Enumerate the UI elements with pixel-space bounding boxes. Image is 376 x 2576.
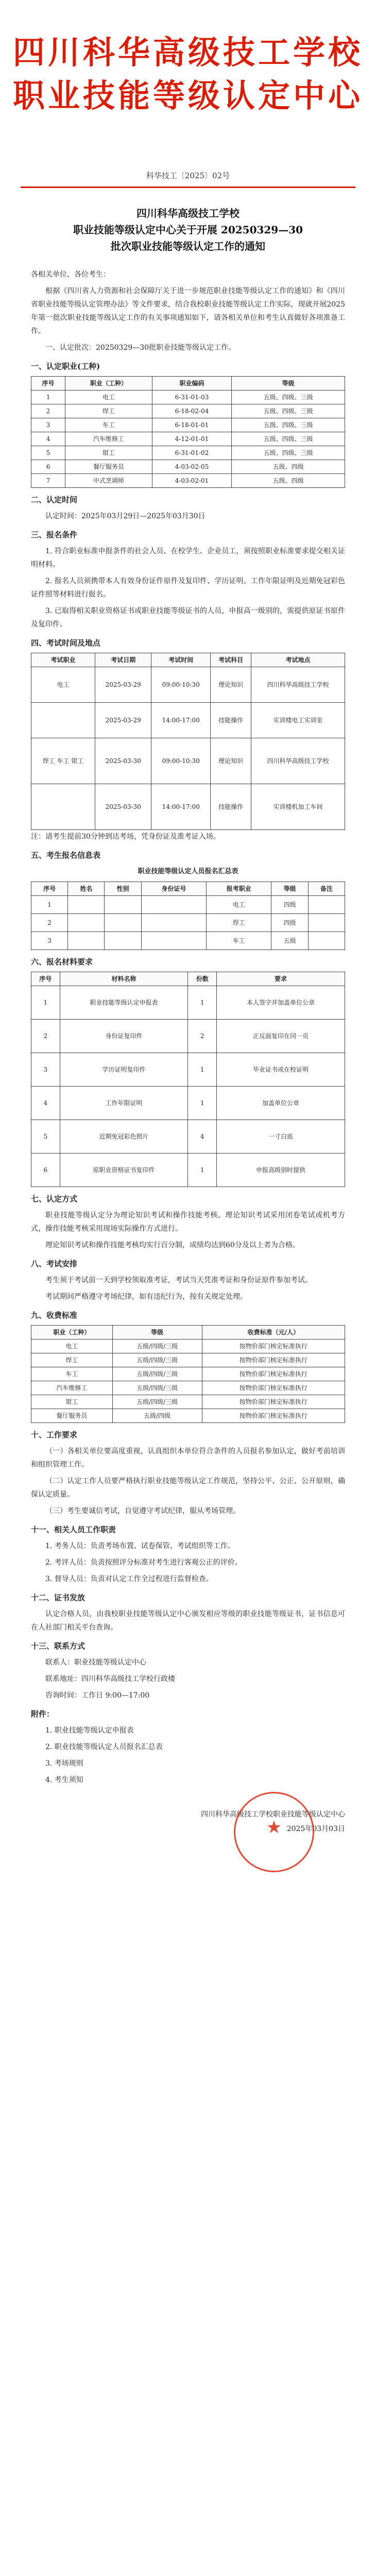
section-text: 2. 考评人员：负责按照评分标准对考生进行客观公正的评价。 <box>45 1558 242 1567</box>
table-cell: 按物价部门核定标准执行 <box>202 1409 345 1423</box>
table-cell: 电工 <box>31 1340 113 1353</box>
fee-table <box>31 1325 345 1423</box>
table-cell: 2 <box>188 1020 217 1053</box>
table-row <box>31 1020 345 1053</box>
table-cell: 中式烹调师 <box>65 474 152 488</box>
table-cell <box>308 896 345 914</box>
table-cell: 本人签字并加盖单位公章 <box>217 986 345 1020</box>
table-note: 注：请考生提前30分钟到达考场，凭身份证及准考证入场。 <box>31 833 220 841</box>
table-header: 职业（工种） <box>31 1326 113 1340</box>
table-cell: 四级 <box>271 914 308 932</box>
table-cell: 加盖单位公章 <box>217 1087 345 1120</box>
table-cell: 1 <box>31 391 65 404</box>
table-cell: 汽车维修工 <box>65 432 152 446</box>
table-cell: 汽车维修工 <box>31 1381 113 1395</box>
table-header: 职业编码 <box>152 377 232 391</box>
table-header: 性别 <box>105 882 141 896</box>
document-title <box>31 205 345 255</box>
section-text: （一）各相关单位要高度重视，认真组织本单位符合条件的人员报名参加认定，做好考前培训和组织管理工作。 <box>31 1447 345 1469</box>
section-text: 考试期间严格遵守考场纪律，如有违纪行为，按有关规定处理。 <box>45 1293 247 1301</box>
table-cell: 2025-03-30 <box>95 784 151 830</box>
doc-number: 科华技工〔2025〕02号 <box>146 171 230 180</box>
intro-batch: 一、认定批次：20250329—30批职业技能等级认定工作。 <box>45 344 236 352</box>
registration-table <box>31 882 345 950</box>
section-heading: 十三、联系方式 <box>31 1641 86 1651</box>
table-cell: 学历证明复印件 <box>60 1053 188 1087</box>
section-text: 考生须于考试前一天到学校领取准考证，考试当天凭准考证和身份证原件参加考试。 <box>45 1276 312 1284</box>
section-text: 咨询时间：工作日 9:00—17:00 <box>45 1691 150 1700</box>
table-header: 收费标准（元/人） <box>202 1326 345 1340</box>
table-cell: 1 <box>188 1154 217 1187</box>
table-row <box>31 418 345 432</box>
table-cell: 按物价部门核定标准执行 <box>202 1353 345 1367</box>
table-cell: 2 <box>31 1020 60 1053</box>
table-cell <box>141 932 206 950</box>
table-row <box>31 1367 345 1381</box>
table-header: 报考职业 <box>207 882 271 896</box>
table-header: 序号 <box>31 972 60 986</box>
table-row <box>31 474 345 488</box>
table-header: 考试科目 <box>211 653 251 667</box>
table-header: 序号 <box>31 377 65 391</box>
table-cell: 实训楼机加工车间 <box>251 784 345 830</box>
table-cell <box>105 932 141 950</box>
section-heading: 七、认定方式 <box>31 1194 78 1204</box>
table-header: 姓名 <box>68 882 105 896</box>
table-row <box>31 1120 345 1154</box>
table-header: 要求 <box>217 972 345 986</box>
table-row <box>31 404 345 418</box>
table-row <box>31 1053 345 1087</box>
table-cell: 14:00-17:00 <box>151 703 211 738</box>
section-text: 理论知识考试和操作技能考核均实行百分制，成绩均达到60分及以上者为合格。 <box>45 1241 300 1249</box>
table-cell: 按物价部门核定标准执行 <box>202 1381 345 1395</box>
table-cell: 1 <box>31 986 60 1020</box>
table-cell: 五级 <box>271 932 308 950</box>
table-cell: 理论知识 <box>211 667 251 703</box>
table-row <box>31 1154 345 1187</box>
table-cell: 焊工 <box>65 404 152 418</box>
table-cell: 6 <box>31 1154 60 1187</box>
section-heading: 二、认定时间 <box>31 495 78 504</box>
table-row <box>31 1409 345 1423</box>
table-cell: 五级、四级、三级 <box>232 404 345 418</box>
table-cell: 原职业资格证书复印件 <box>60 1154 188 1187</box>
table-cell: 技能操作 <box>211 784 251 830</box>
attachment-item: 3. 考场规则 <box>45 1759 83 1768</box>
table-header: 备注 <box>308 882 345 896</box>
table-header: 材料名称 <box>60 972 188 986</box>
table-cell: 按物价部门核定标准执行 <box>202 1367 345 1381</box>
table-cell: 电工 <box>65 391 152 404</box>
table-cell: 理论知识 <box>211 738 251 784</box>
section-text: 认定合格人员，由我校职业技能等级认定中心颁发相应等级的职业技能等级证书，证书信息可在人社部门相关平台查询。 <box>31 1610 345 1632</box>
table-row <box>31 1087 345 1120</box>
table-cell: 四级 <box>271 896 308 914</box>
table-cell: 五级、四级、三级 <box>232 432 345 446</box>
table-row <box>31 738 345 784</box>
table-row <box>31 932 345 950</box>
table-row <box>31 896 345 914</box>
table-cell <box>308 932 345 950</box>
table-cell: 钳工 <box>31 1395 113 1409</box>
section-heading: 九、收费标准 <box>31 1311 78 1320</box>
table-cell: 职业技能等级认定申报表 <box>60 986 188 1020</box>
table-header: 考试时间 <box>151 653 211 667</box>
header-line2: 职业技能等级认定中心 <box>12 77 363 114</box>
table-cell: 6-18-02-04 <box>152 404 232 418</box>
table-cell: 4-03-02-01 <box>152 474 232 488</box>
table-row <box>31 446 345 460</box>
table-cell: 3 <box>31 932 68 950</box>
table-cell: 3 <box>31 418 65 432</box>
table-cell <box>105 914 141 932</box>
table-cell: 五级、四级 <box>232 460 345 474</box>
table-header: 等级 <box>112 1326 202 1340</box>
table-cell: 2025-03-30 <box>95 738 151 784</box>
table-cell: 工作年限证明 <box>60 1087 188 1120</box>
section-text: （三）考生要诚信考试，自觉遵守考试纪律，服从考场管理。 <box>45 1507 240 1515</box>
table-cell: 实训楼电工实训室 <box>251 703 345 738</box>
table-cell: 四川科华高级技工学校 <box>251 667 345 703</box>
table-row <box>31 460 345 474</box>
table-cell: 6-31-01-02 <box>152 446 232 460</box>
table-cell: 按物价部门核定标准执行 <box>202 1395 345 1409</box>
table-cell: 五级、四级 <box>232 474 345 488</box>
table-cell: 车工 <box>207 932 271 950</box>
signing-org: 四川科华高级技工学校职业技能等级认定中心 <box>201 1810 345 1819</box>
table-cell <box>31 784 95 830</box>
table-row <box>31 667 345 703</box>
table-header: 职业（工种） <box>65 377 152 391</box>
table-header: 序号 <box>31 882 68 896</box>
table-cell: 4 <box>188 1120 217 1154</box>
section-text: 职业技能等级认定分为理论知识考试和操作技能考核。理论知识考试采用闭卷笔试或机考方式，操作技能考核采用现场实际操作方式进行。 <box>31 1211 345 1233</box>
star-icon: ★ <box>266 1817 282 1838</box>
section-text: 联系人：职业技能等级认定中心 <box>45 1658 146 1667</box>
section-text: 联系地址：四川科华高级技工学校行政楼 <box>45 1675 175 1683</box>
table-cell: 车工 <box>31 1367 113 1381</box>
section-text: 1. 考务人员：负责考场布置、试卷保管、考试组织等工作。 <box>45 1542 235 1550</box>
table-cell <box>68 896 105 914</box>
table-cell <box>68 932 105 950</box>
table-row <box>31 914 345 932</box>
table-cell: 毕业证书或在校证明 <box>217 1053 345 1087</box>
table-cell: 按物价部门核定标准执行 <box>202 1340 345 1353</box>
section-text: 认定时间：2025年03月29日—2025年03月30日 <box>45 512 206 520</box>
table-row <box>31 1353 345 1367</box>
section-heading: 六、报名材料要求 <box>31 957 93 967</box>
table-header: 等级 <box>271 882 308 896</box>
intro-paragraph: 根据《四川省人力资源和社会保障厅关于进一步规范职业技能等级认定工作的通知》和《四川省职业技能等级认定管理办法》等文件要求，结合我校职业技能等级认定工作实际，现就开展2025年第一批次职业技能等级认定工作的有关事项通知如下，请各相关单位和考生认真做好各项准备工作。 <box>31 287 345 335</box>
attachment-item: 1. 职业技能等级认定申报表 <box>45 1726 134 1735</box>
signature-block <box>31 1807 345 1836</box>
attachments-heading: 附件： <box>31 1709 55 1719</box>
header-divider <box>21 187 355 188</box>
table-cell: 焊工 车工 钳工 <box>31 738 95 784</box>
table-cell: 五级/四级 <box>112 1409 202 1423</box>
table-cell: 1 <box>188 1087 217 1120</box>
exam-schedule-table <box>31 653 345 830</box>
table-cell: 餐厅服务员 <box>65 460 152 474</box>
document-header <box>0 31 376 117</box>
salutation: 各相关单位、各位考生： <box>31 270 110 279</box>
table-row <box>31 986 345 1020</box>
table-cell: 6-31-01-03 <box>152 391 232 404</box>
table-cell <box>105 896 141 914</box>
table-cell: 一寸白底 <box>217 1120 345 1154</box>
table-cell: 钳工 <box>65 446 152 460</box>
table-cell: 五级、四级、三级 <box>232 391 345 404</box>
table-header: 身份证号 <box>141 882 206 896</box>
section-heading: 五、考生报名信息表 <box>31 851 101 860</box>
table-cell <box>141 896 206 914</box>
table-cell: 09:00-10:30 <box>151 667 211 703</box>
title-line1: 四川科华高级技工学校 <box>136 207 240 219</box>
table-cell: 五级/四级/三级 <box>112 1395 202 1409</box>
table-cell: 身份证复印件 <box>60 1020 188 1053</box>
table-cell: 餐厅服务员 <box>31 1409 113 1423</box>
table-cell: 14:00-17:00 <box>151 784 211 830</box>
table-row <box>31 1395 345 1409</box>
table-cell: 车工 <box>65 418 152 432</box>
table-cell: 电工 <box>31 667 95 703</box>
table-row <box>31 391 345 404</box>
table-cell: 1 <box>188 986 217 1020</box>
table-row <box>31 784 345 830</box>
table-cell: 5 <box>31 446 65 460</box>
section-text: 3. 督导人员：负责对认定工作全过程进行监督检查。 <box>45 1575 213 1583</box>
section-heading: 十、工作要求 <box>31 1430 78 1439</box>
table-cell: 6 <box>31 460 65 474</box>
table-cell: 四川科华高级技工学校 <box>251 738 345 784</box>
table-cell: 4-12-01-01 <box>152 432 232 446</box>
header-line1: 四川科华高级技工学校 <box>12 33 363 71</box>
table-cell: 3 <box>31 1053 60 1087</box>
table-cell <box>31 703 95 738</box>
table-cell <box>308 914 345 932</box>
table-row <box>31 432 345 446</box>
table-cell: 2025-03-29 <box>95 703 151 738</box>
table-cell: 1 <box>31 896 68 914</box>
table-header: 考试日期 <box>95 653 151 667</box>
table-row <box>31 703 345 738</box>
table-cell: 4 <box>31 432 65 446</box>
table-cell: 4-03-02-05 <box>152 460 232 474</box>
table-cell: 五级/四级/三级 <box>112 1340 202 1353</box>
table-cell: 五级、四级、三级 <box>232 446 345 460</box>
title-line2: 职业技能等级认定中心关于开展 20250329—30 <box>73 224 303 236</box>
section-heading: 四、考试时间及地点 <box>31 638 101 648</box>
table-cell: 焊工 <box>31 1353 113 1367</box>
section-text: 3. 已取得相关职业资格证书或职业技能等级证书的人员，申报高一级别的，需提供原证书原件及复印件。 <box>31 607 345 629</box>
table-header: 考试职业 <box>31 653 95 667</box>
table-cell: 6-18-01-01 <box>152 418 232 432</box>
table-cell: 焊工 <box>207 914 271 932</box>
table-cell: 2 <box>31 914 68 932</box>
table-cell: 申报高级别时提供 <box>217 1154 345 1187</box>
table-cell: 2 <box>31 404 65 418</box>
table-cell: 电工 <box>207 896 271 914</box>
table-cell: 09:00-10:30 <box>151 738 211 784</box>
attachment-item: 4. 考生须知 <box>45 1776 83 1784</box>
table-cell: 近期免冠彩色照片 <box>60 1120 188 1154</box>
table-cell: 五级、四级、三级 <box>232 418 345 432</box>
section-heading: 三、报名条件 <box>31 530 78 539</box>
table-cell: 正反面复印在同一页 <box>217 1020 345 1053</box>
table-row <box>31 1340 345 1353</box>
title-line3: 批次职业技能等级认定工作的通知 <box>111 240 265 252</box>
table-header: 等级 <box>232 377 345 391</box>
table-row <box>31 1381 345 1395</box>
table-caption: 职业技能等级认定人员报名汇总表 <box>138 868 238 875</box>
attachment-item: 2. 职业技能等级认定人员报名汇总表 <box>45 1743 163 1751</box>
section-heading: 十一、相关人员工作职责 <box>31 1525 116 1534</box>
table-cell: 5 <box>31 1120 60 1154</box>
section-text: 2. 报名人员须携带本人有效身份证件原件及复印件、学历证明、工作年限证明及近期免冠彩色证件照等材料进行报名。 <box>31 577 345 599</box>
table-cell: 五级/四级/三级 <box>112 1381 202 1395</box>
table-cell <box>141 914 206 932</box>
table-header: 考试地点 <box>251 653 345 667</box>
table-header: 份数 <box>188 972 217 986</box>
materials-table <box>31 972 345 1187</box>
signing-date: 2025年03月03日 <box>286 1825 345 1833</box>
table-cell: 五级/四级/三级 <box>112 1353 202 1367</box>
table-cell: 2025-03-29 <box>95 667 151 703</box>
table-cell: 4 <box>31 1087 60 1120</box>
official-seal <box>234 1792 314 1872</box>
section-text: （二）认定工作人员要严格执行职业技能等级认定工作规范，坚持公平、公正、公开原则，确保认定质量。 <box>31 1477 345 1499</box>
section-heading: 八、考试安排 <box>31 1259 78 1268</box>
document-body <box>31 268 345 1836</box>
occupation-table <box>31 376 345 488</box>
section-heading: 十二、证书发放 <box>31 1593 86 1602</box>
section-text: 1. 符合职业标准申报条件的社会人员、在校学生、企业员工，须按照职业标准要求提交相关证明材料。 <box>31 547 345 569</box>
table-cell: 1 <box>188 1053 217 1087</box>
table-cell <box>68 914 105 932</box>
table-cell: 五级/四级/三级 <box>112 1367 202 1381</box>
table-cell: 7 <box>31 474 65 488</box>
table-cell: 技能操作 <box>211 703 251 738</box>
section-heading: 一、认定职业(工种) <box>31 362 100 371</box>
